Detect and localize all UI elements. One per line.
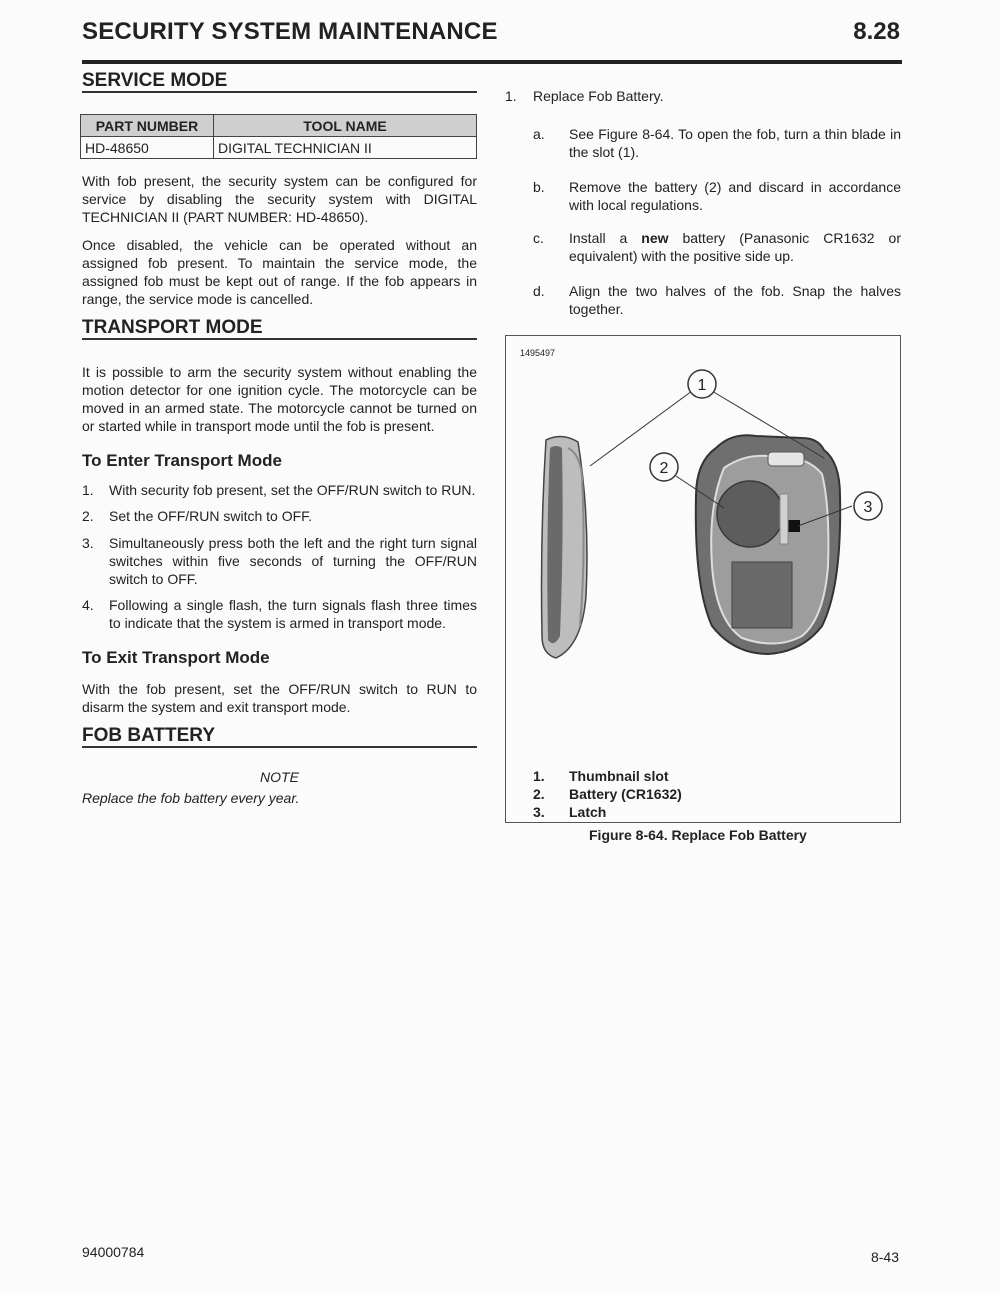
service-mode-heading: SERVICE MODE	[82, 70, 228, 91]
tools-table	[80, 114, 477, 159]
legend-number: 1.	[533, 768, 545, 784]
callout-3	[854, 492, 882, 520]
step-number: 4.	[82, 597, 94, 613]
transport-mode-heading: TRANSPORT MODE	[82, 317, 263, 338]
list-item	[82, 507, 477, 525]
substep-text: Align the two halves of the fob. Snap the halves together.	[569, 283, 901, 317]
fob-front-view	[696, 435, 840, 654]
list-item	[82, 534, 477, 588]
figure-caption: Figure 8-64. Replace Fob Battery	[589, 827, 807, 843]
list-item	[533, 125, 901, 161]
leader-line	[590, 391, 692, 466]
list-item	[533, 178, 901, 214]
legend-label: Thumbnail slot	[569, 768, 669, 784]
callout-2	[650, 453, 678, 481]
substep-text: See Figure 8-64. To open the fob, turn a thin blade in the slot (1).	[569, 126, 901, 160]
figure-id: 1495497	[520, 348, 556, 358]
note-label: NOTE	[260, 769, 299, 785]
exit-transport-heading: To Exit Transport Mode	[82, 648, 270, 667]
legend-number: 2.	[533, 786, 545, 802]
emphasis-new: new	[641, 230, 669, 246]
substep-text	[569, 229, 901, 265]
step-text: Following a single flash, the turn signals flash three times to indicate that the system is armed in transport mode.	[109, 597, 477, 631]
callout-label: 3	[863, 499, 873, 516]
step-text: With security fob present, set the OFF/RUN switch to RUN.	[109, 482, 476, 498]
list-item	[533, 229, 901, 265]
table-cell: DIGITAL TECHNICIAN II	[214, 137, 477, 159]
step-text: Simultaneously press both the left and the right turn signal switches within five seconds of turning the OFF/RUN switch to OFF.	[109, 535, 477, 587]
note-text: Replace the fob battery every year.	[82, 790, 300, 806]
fob-side-view	[542, 436, 588, 658]
section-rule	[82, 91, 477, 93]
legend-label: Latch	[569, 804, 607, 820]
substep-letter: b.	[533, 179, 545, 195]
substep-text-pre: Install a	[569, 230, 642, 246]
legend-number: 3.	[533, 804, 545, 820]
substep-letter: d.	[533, 283, 545, 299]
table-cell: HD-48650	[81, 137, 214, 159]
step-number: 1.	[505, 88, 517, 104]
legend-label: Battery (CR1632)	[569, 786, 682, 802]
transport-mode-para: It is possible to arm the security system without enabling the motion detector for one ignition cycle. The motorcycle can be moved in an armed state. The motorcycle cannot be turned on or started while in transport mode until the fob is present.	[82, 364, 477, 434]
substep-text: Remove the battery (2) and discard in accordance with local regulations.	[569, 179, 901, 213]
legend-item	[533, 767, 669, 785]
fob-illustration	[506, 336, 900, 756]
step-text: Set the OFF/RUN switch to OFF.	[109, 508, 313, 524]
document-number: 94000784	[82, 1244, 145, 1260]
fob-battery-heading: FOB BATTERY	[82, 725, 215, 746]
section-rule	[82, 338, 477, 340]
substep-text-post: battery (Panasonic CR1632 or equivalent) with the positive side up.	[569, 230, 901, 264]
list-item	[533, 282, 901, 318]
step-text: Replace Fob Battery.	[533, 88, 664, 104]
page-number: 8-43	[870, 1249, 899, 1265]
list-item	[82, 596, 477, 632]
procedure-step	[505, 87, 901, 105]
step-number: 2.	[82, 508, 94, 524]
substep-letter: c.	[533, 230, 544, 246]
callout-1	[688, 370, 716, 398]
list-item	[82, 481, 477, 499]
callout-label: 2	[659, 460, 669, 477]
service-mode-para-2: Once disabled, the vehicle can be operated without an assigned fob present. To maintain the service mode, the assigned fob must be kept out of range. If the fob appears in range, the service mode is cancelled.	[82, 237, 477, 307]
section-number: 8.28	[853, 18, 900, 45]
step-number: 1.	[82, 482, 94, 498]
header-rule	[82, 60, 902, 64]
service-mode-para-1: With fob present, the security system can be configured for service by disabling the security system with DIGITAL TECHNICIAN II (PART NUMBER: HD-48650).	[82, 173, 477, 225]
table-row	[81, 137, 477, 159]
page-title: SECURITY SYSTEM MAINTENANCE	[82, 18, 498, 45]
legend-item	[533, 803, 607, 821]
section-rule	[82, 746, 477, 748]
table-header: TOOL NAME	[214, 115, 477, 137]
callout-label: 1	[697, 377, 707, 394]
enter-transport-heading: To Enter Transport Mode	[82, 451, 282, 470]
step-number: 3.	[82, 535, 94, 551]
legend-item	[533, 785, 682, 803]
exit-transport-para: With the fob present, set the OFF/RUN switch to RUN to disarm the system and exit transport mode.	[82, 681, 477, 715]
table-header: PART NUMBER	[81, 115, 214, 137]
substep-letter: a.	[533, 126, 545, 142]
